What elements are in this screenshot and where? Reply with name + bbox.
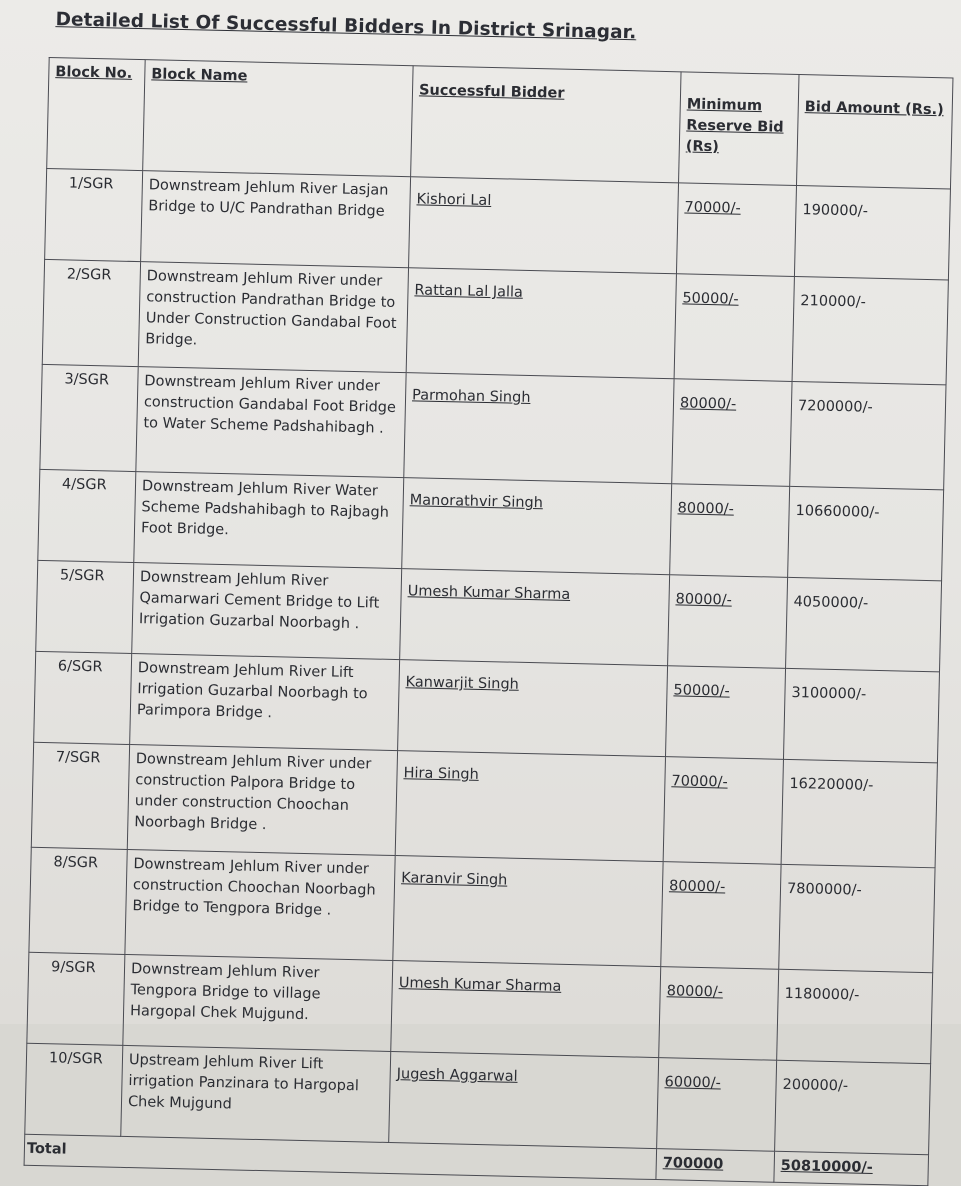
bid-amount: 200000/- [775, 1060, 931, 1154]
block-name: Downstream Jehlum River under construction Choochan Noorbagh Bridge to Tengpora Bridge . [125, 849, 395, 960]
header-block-name: Block Name [143, 60, 413, 177]
block-name: Upstream Jehlum River Lift irrigation Panzinara to Hargopal Chek Mujgund [121, 1045, 391, 1142]
block-no: 3/SGR [40, 364, 138, 471]
block-no: 10/SGR [25, 1043, 123, 1136]
total-label: Total [24, 1134, 657, 1179]
min-reserve-bid: 50000/- [666, 666, 786, 760]
bid-amount: 210000/- [792, 276, 948, 384]
block-name: Downstream Jehlum River under construction Gandabal Foot Bridge to Water Scheme Padshahibagh . [136, 367, 406, 478]
bid-amount: 7200000/- [790, 381, 946, 489]
header-bid-amount: Bid Amount (Rs.) [796, 75, 952, 189]
block-name: Downstream Jehlum River under construction Palpora Bridge to under construction Choochan Noorbagh Bridge . [127, 744, 397, 855]
bidder-name: Manorathvir Singh [402, 478, 672, 575]
block-name: Downstream Jehlum River Lasjan Bridge to U/C Pandrathan Bridge [141, 171, 411, 268]
document-title: Detailed List Of Successful Bidders In District Srinagar. [55, 9, 637, 44]
bidder-name: Hira Singh [395, 751, 665, 862]
bidder-name: Umesh Kumar Sharma [400, 569, 670, 666]
block-name: Downstream Jehlum River under construction Pandrathan Bridge to Under Construction Gandabal Foot Bridge. [138, 262, 408, 373]
min-reserve-bid: 60000/- [657, 1058, 777, 1152]
header-bidder: Successful Bidder [411, 66, 681, 183]
min-reserve-bid: 50000/- [674, 274, 794, 382]
bidder-name: Karanvir Singh [393, 856, 663, 967]
bidder-name: Jugesh Aggarwal [389, 1051, 659, 1148]
total-bid-amount: 50810000/- [774, 1151, 929, 1185]
bid-amount: 4050000/- [786, 577, 942, 671]
table-row [29, 847, 935, 972]
min-reserve-bid: 70000/- [663, 757, 783, 865]
block-no: 9/SGR [27, 952, 125, 1045]
table-row [40, 364, 946, 489]
min-reserve-bid: 80000/- [661, 862, 781, 970]
bid-amount: 190000/- [794, 185, 950, 279]
bid-amount: 10660000/- [788, 486, 944, 580]
table-header-row [47, 57, 953, 188]
min-reserve-bid: 80000/- [668, 575, 788, 669]
block-name: Downstream Jehlum River Qamarwari Cement Bridge to Lift Irrigation Guzarbal Noorbagh . [132, 563, 402, 660]
table-row [31, 742, 937, 867]
table-row [42, 259, 948, 384]
bid-amount: 1180000/- [777, 969, 933, 1063]
block-name: Downstream Jehlum River Lift Irrigation Guzarbal Noorbagh to Parimpora Bridge . [130, 654, 400, 751]
block-no: 7/SGR [31, 742, 129, 849]
bid-amount: 7800000/- [779, 864, 935, 972]
header-block-no: Block No. [47, 57, 145, 170]
block-name: Downstream Jehlum River Tengpora Bridge to village Hargopal Chek Mujgund. [123, 954, 393, 1051]
header-min-bid: Minimum Reserve Bid (Rs) [679, 72, 799, 186]
block-no: 6/SGR [34, 651, 132, 744]
bid-amount: 16220000/- [781, 759, 937, 867]
min-reserve-bid: 80000/- [659, 967, 779, 1061]
bidder-name: Parmohan Singh [404, 373, 674, 484]
block-no: 1/SGR [45, 168, 143, 261]
bidder-name: Kishori Lal [409, 177, 679, 274]
block-no: 8/SGR [29, 847, 127, 954]
min-reserve-bid: 80000/- [670, 484, 790, 578]
bidder-name: Kanwarjit Singh [398, 660, 668, 757]
bid-amount: 3100000/- [783, 668, 939, 762]
bidder-name: Umesh Kumar Sharma [391, 961, 661, 1058]
block-no: 5/SGR [36, 560, 134, 653]
bidder-name: Rattan Lal Jalla [406, 268, 676, 379]
bidders-table [24, 57, 954, 1186]
block-name: Downstream Jehlum River Water Scheme Padshahibagh to Rajbagh Foot Bridge. [134, 472, 404, 569]
block-no: 4/SGR [38, 469, 136, 562]
min-reserve-bid: 70000/- [676, 183, 796, 277]
block-no: 2/SGR [42, 259, 140, 366]
total-min-reserve-bid: 700000 [656, 1149, 775, 1183]
min-reserve-bid: 80000/- [672, 379, 792, 487]
